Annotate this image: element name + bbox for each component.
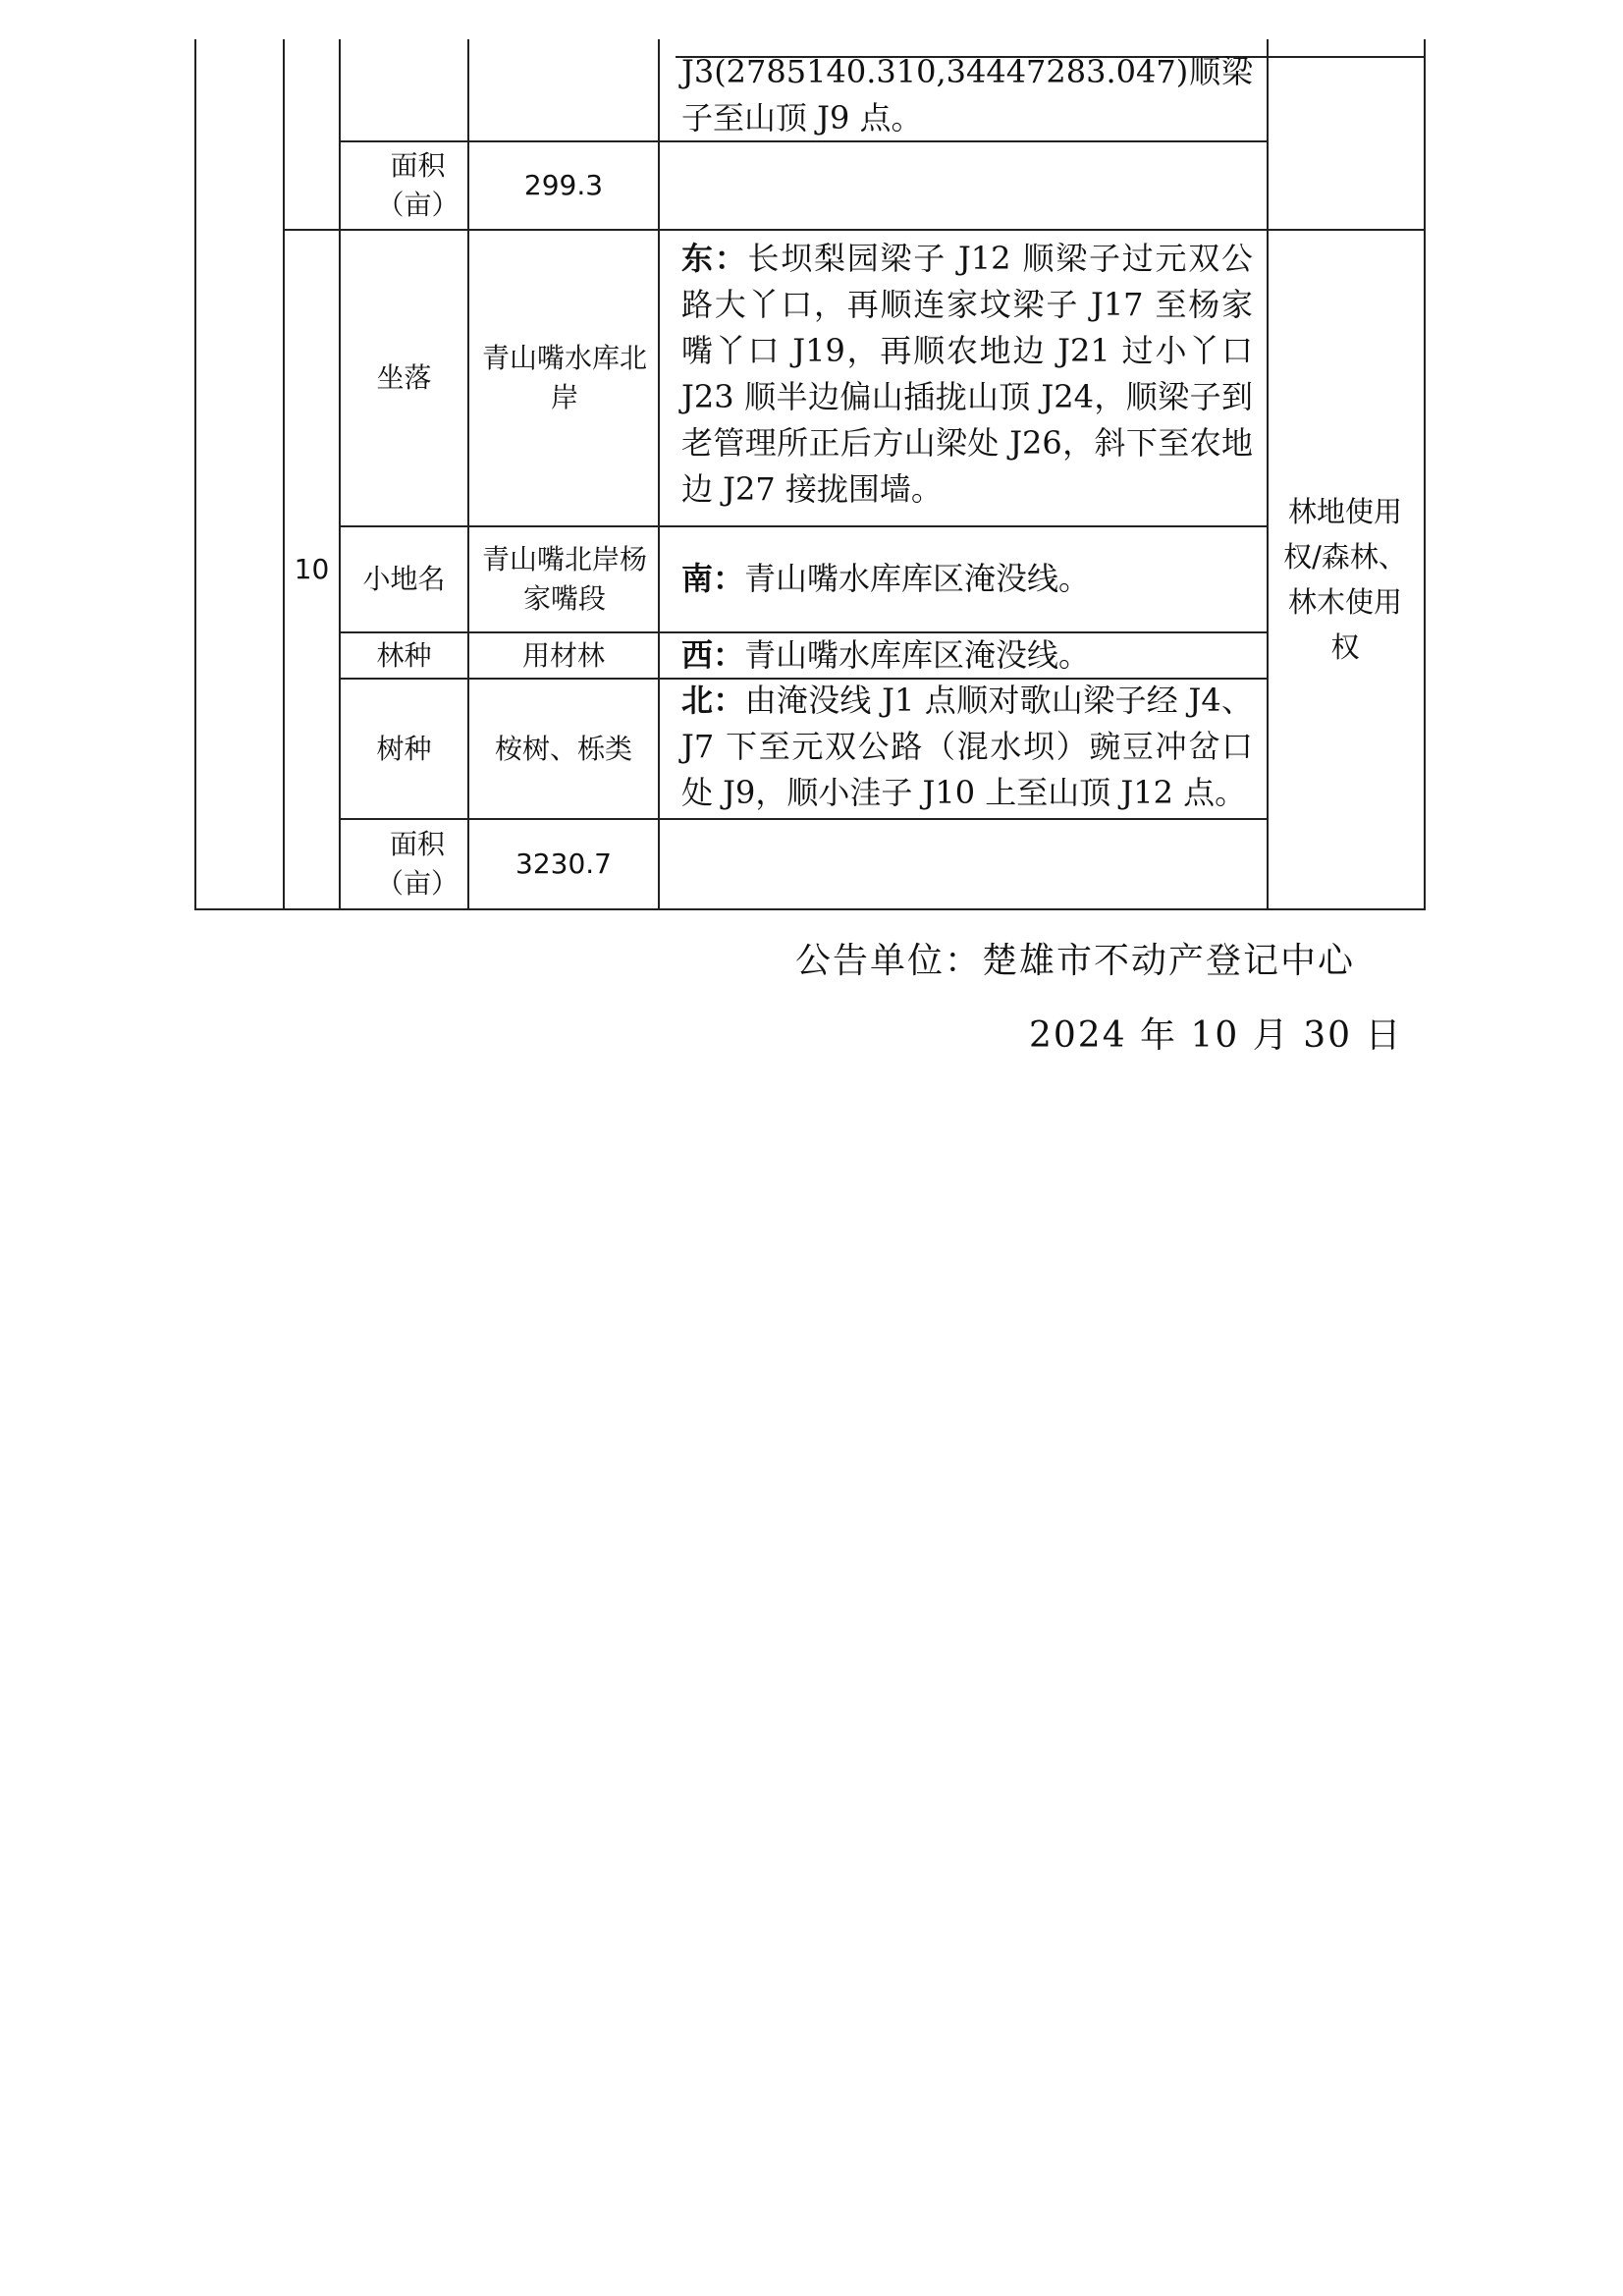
continuation-area-value: 299.3 xyxy=(523,169,604,201)
tree-species-value: 桉树、栎类 xyxy=(494,732,632,765)
boundary-north-label: 北： xyxy=(681,682,745,719)
boundary-east-text: 长坝梨园梁子 J12 顺梁子过元双公路大丫口，再顺连家坟梁子 J17 至杨家嘴丫口 J19，再顺农地边 J21 过小丫口 J23 顺半边偏山插拢山顶 J24，顺梁子到老管理所正后方山梁处 J26，斜下至农地边 J27 接拢围墙。 xyxy=(681,240,1253,508)
area-value: 3230.7 xyxy=(515,847,612,880)
boundary-south-text: 青山嘴水库库区淹没线。 xyxy=(744,560,1091,597)
boundary-south-label: 南： xyxy=(681,560,745,597)
small-place-label: 小地名 xyxy=(362,563,446,595)
boundary-west-text: 青山嘴水库库区淹没线。 xyxy=(744,636,1091,674)
boundary-west xyxy=(666,632,1267,679)
forest-type-value: 用材林 xyxy=(521,638,605,672)
announcement-date: 2024 年 10 月 30 日 xyxy=(1029,1015,1403,1056)
boundary-north-text: 由淹没线 J1 点顺对歌山梁子经 J4、J7 下至元双公路（混水坝）豌豆冲岔口处 J9，顺小洼子 J10 上至山顶 J12 点。 xyxy=(681,682,1253,811)
boundary-north xyxy=(666,678,1267,816)
continuation-boundary-text: J3(2785140.310,34447283.047)顺梁子至山顶 J9 点。 xyxy=(681,53,1253,137)
issuer: 公告单位：楚雄市不动产登记中心 xyxy=(795,941,1356,981)
location-value: 青山嘴水库北岸 xyxy=(481,342,647,413)
continuation-area-label: 面积（亩） xyxy=(376,149,460,221)
tree-species-label: 树种 xyxy=(376,732,432,765)
boundary-east-label: 东： xyxy=(681,240,748,277)
small-place-value: 青山嘴北岸杨家嘴段 xyxy=(481,543,647,615)
location-label: 坐落 xyxy=(376,361,432,394)
right-type: 林地使用权/森林、林木使用权 xyxy=(1283,495,1407,664)
boundary-east xyxy=(666,236,1267,513)
forest-type-label: 林种 xyxy=(376,638,432,672)
boundary-west-label: 西： xyxy=(681,636,745,674)
area-label: 面积（亩） xyxy=(375,828,459,900)
boundary-south xyxy=(666,556,1267,602)
record-number: 10 xyxy=(294,553,330,585)
